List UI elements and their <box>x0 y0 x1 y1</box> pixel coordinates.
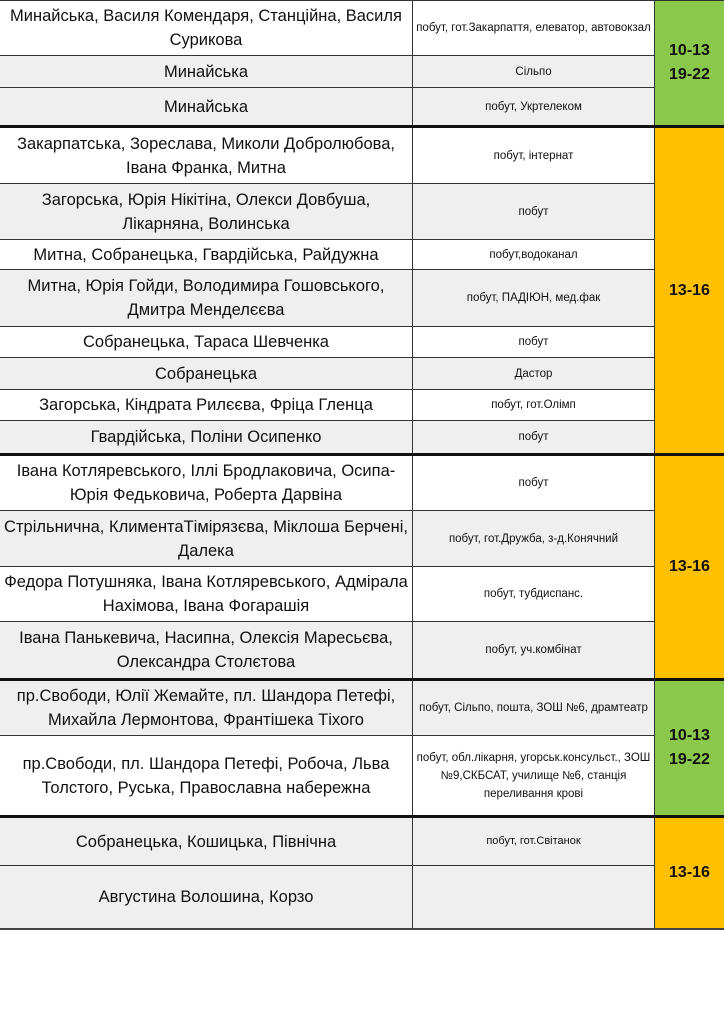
streets-cell: Загорська, Юрія Нікітіна, Олекси Довбуша, Лікарняна, Волинська <box>0 184 413 239</box>
table-row <box>0 390 655 421</box>
time-window-cell <box>655 1 724 125</box>
streets-cell: Стрільнична, КлиментаТімірязєва, Міклоша Берчені, Далека <box>0 511 413 566</box>
streets-cell: Гвардійська, Поліни Осипенко <box>0 421 413 453</box>
time-window: 10-13 <box>669 727 710 744</box>
table-row <box>0 88 655 125</box>
streets-cell: Митна, Собранецька, Гвардійська, Райдужна <box>0 240 413 269</box>
objects-cell: побут <box>413 456 655 510</box>
time-window: 10-13 <box>669 42 710 59</box>
streets-cell: Августина Волошина, Корзо <box>0 866 413 928</box>
schedule-group <box>0 0 724 128</box>
table-row <box>0 818 655 866</box>
objects-cell: побут, інтернат <box>413 128 655 183</box>
table-row <box>0 421 655 453</box>
objects-cell: побут, ПАДІЮН, мед.фак <box>413 270 655 326</box>
table-row <box>0 56 655 88</box>
objects-cell <box>413 866 655 928</box>
objects-cell: побут, гот.Світанок <box>413 818 655 865</box>
time-window: 13-16 <box>669 558 710 575</box>
table-row <box>0 327 655 358</box>
objects-cell: побут <box>413 327 655 357</box>
streets-cell: Івана Панькевича, Насипна, Олексія Маресьєва, Олександра Столєтова <box>0 622 413 678</box>
objects-cell: побут, уч.комбінат <box>413 622 655 678</box>
table-row <box>0 681 655 736</box>
objects-cell: побут,водоканал <box>413 240 655 269</box>
time-window: 13-16 <box>669 281 710 299</box>
streets-cell: Федора Потушняка, Івана Котляревського, Адмірала Нахімова, Івана Фогарашія <box>0 567 413 621</box>
table-row <box>0 240 655 270</box>
time-window-cell <box>655 681 724 815</box>
time-window: 13-16 <box>669 864 710 881</box>
table-row <box>0 511 655 567</box>
time-window: 19-22 <box>669 66 710 83</box>
objects-cell: побут, тубдиспанс. <box>413 567 655 621</box>
schedule-group <box>0 456 724 681</box>
time-window-cell <box>655 128 724 453</box>
time-window-cell <box>655 456 724 678</box>
objects-cell: побут <box>413 421 655 453</box>
objects-cell: побут, гот.Закарпаття, елеватор, автовокзал <box>413 1 655 55</box>
table-row <box>0 567 655 622</box>
table-row <box>0 358 655 390</box>
streets-cell: Собранецька, Тараса Шевченка <box>0 327 413 357</box>
streets-cell: Минайська <box>0 56 413 87</box>
time-window: 19-22 <box>669 751 710 768</box>
objects-cell: Сільпо <box>413 56 655 87</box>
streets-cell: Івана Котляревського, Іллі Бродлаковича, Осипа-Юрія Федьковича, Роберта Дарвіна <box>0 456 413 510</box>
streets-cell: пр.Свободи, пл. Шандора Петефі, Робоча, Льва Толстого, Руська, Православна набережна <box>0 736 413 815</box>
objects-cell: Дастор <box>413 358 655 389</box>
streets-cell: пр.Свободи, Юлії Жемайте, пл. Шандора Петефі, Михайла Лермонтова, Франтішека Тіхого <box>0 681 413 735</box>
objects-cell: побут, обл.лікарня, угорськ.консульст., ЗОШ №9,СКБСАТ, училище №6, станція переливання крові <box>413 736 655 815</box>
table-row <box>0 866 655 928</box>
streets-cell: Собранецька, Кошицька, Північна <box>0 818 413 865</box>
table-row <box>0 622 655 678</box>
streets-cell: Загорська, Кіндрата Рилєєва, Фріца Гленца <box>0 390 413 420</box>
table-row <box>0 736 655 815</box>
table-row <box>0 456 655 511</box>
table-row <box>0 184 655 240</box>
streets-cell: Закарпатська, Зореслава, Миколи Добролюбова, Івана Франка, Митна <box>0 128 413 183</box>
objects-cell: побут, Сільпо, пошта, ЗОШ №6, драмтеатр <box>413 681 655 735</box>
objects-cell: побут, гот.Олімп <box>413 390 655 420</box>
objects-cell: побут, гот.Дружба, з-д.Конячний <box>413 511 655 566</box>
table-row <box>0 270 655 327</box>
objects-cell: побут, Укртелеком <box>413 88 655 125</box>
schedule-group <box>0 128 724 456</box>
table-row <box>0 128 655 184</box>
streets-cell: Собранецька <box>0 358 413 389</box>
time-window-cell <box>655 818 724 928</box>
schedule-group <box>0 818 724 930</box>
streets-cell: Митна, Юрія Гойди, Володимира Гошовського, Дмитра Менделєєва <box>0 270 413 326</box>
streets-cell: Минайська, Василя Комендаря, Станційна, Василя Сурикова <box>0 1 413 55</box>
streets-cell: Минайська <box>0 88 413 125</box>
objects-cell: побут <box>413 184 655 239</box>
schedule-group <box>0 681 724 818</box>
table-row <box>0 1 655 56</box>
